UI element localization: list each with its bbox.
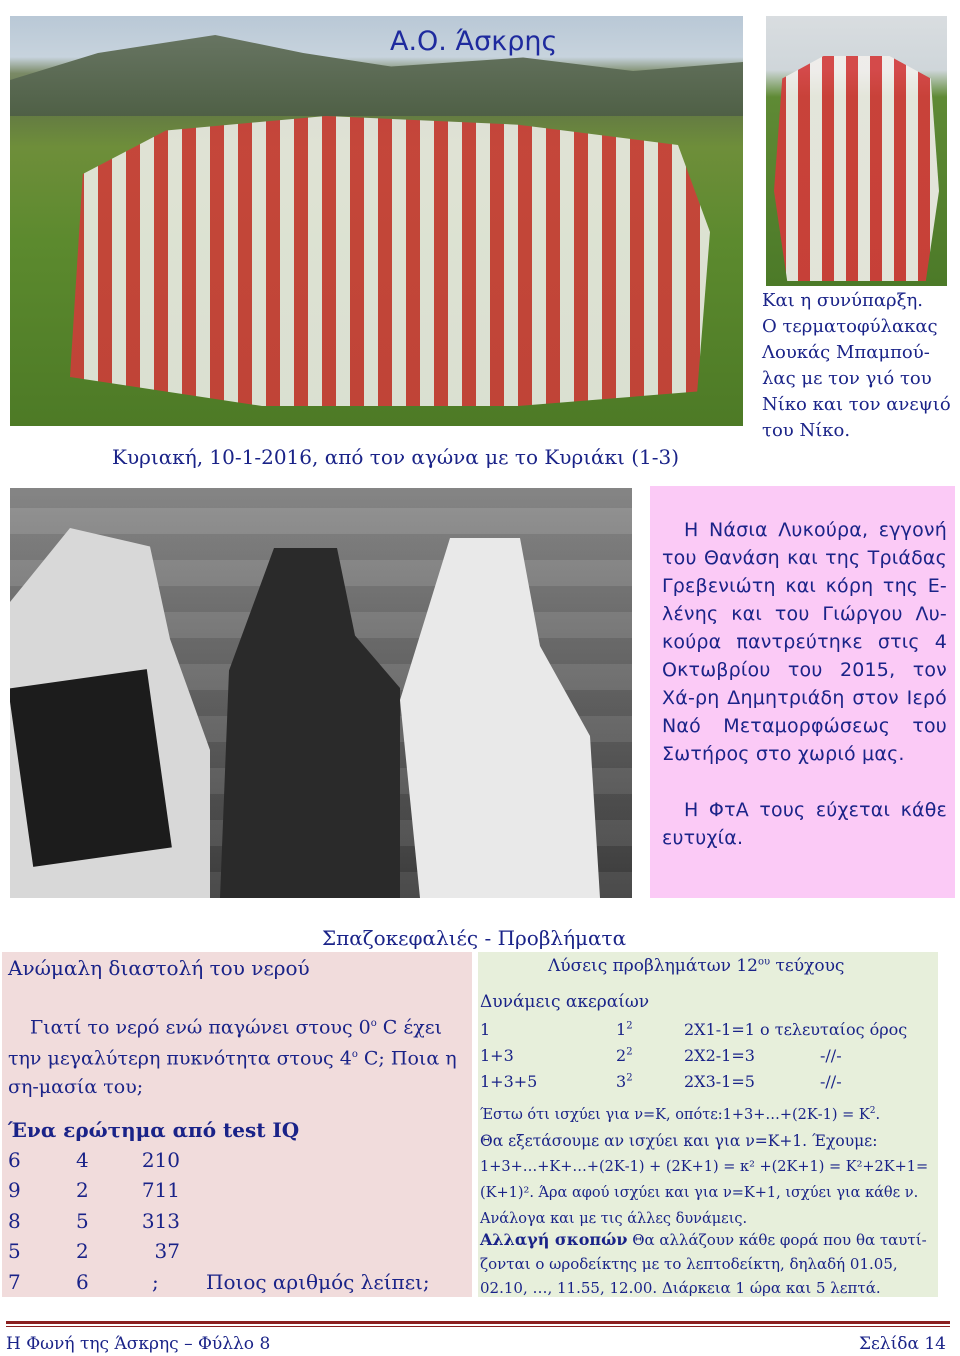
powers-term: 2Χ3-1=5 [684,1072,755,1091]
iq-cell: ; [152,1270,159,1294]
iq-cell: 5 [76,1209,89,1233]
footer-rule [6,1321,950,1324]
proof-line: (Κ+1)². Άρα αφού ισχύει και για ν=Κ+1, ισχύει για κάθε ν. [480,1184,919,1201]
wedding-photo [10,488,632,898]
footer-rule-thin [6,1326,950,1327]
iq-cell: 711 [141,1178,180,1202]
iq-cell: 8 [8,1209,21,1233]
iq-cell: 313 [141,1209,180,1233]
proof-sup: 2 [869,1106,876,1116]
trio-caption-line: Λουκάς Μπαμπού- [762,342,930,363]
iq-cell: 6 [8,1148,21,1172]
question-part: C έχει την μεγαλύτερη πυκνότητα στους 4 [8,1016,443,1070]
square-base: 1 [616,1020,627,1039]
solutions-heading [548,956,844,976]
puzzles-panel [2,952,472,1297]
iq-cell: 9 [8,1178,21,1202]
iq-cell: 2 [76,1178,89,1202]
aim-text: Θα αλλάζουν κάθε φορά που θα ταυτί-ζονται ο ωροδείκτης με το λεπτοδείκτη, δηλαδή 01.05, 02.10, …, 11.55, 12.00. Διάρκεια 1 ώρα και 5 λεπτά. [480,1231,927,1297]
question-part: Γιατί το νερό ενώ παγώνει στους 0 [30,1016,371,1039]
team-photo-caption: Κυριακή, 10-1-2016, από τον αγώνα με το Κυριάκι (1-3) [112,445,680,469]
induction-proof [480,1098,950,1232]
square-base: 3 [616,1072,627,1091]
powers-ditto: -//- [820,1072,842,1091]
wedding-announcement [650,486,955,898]
iq-cell: 2 [76,1239,89,1263]
puzzle-title-water: Ανώμαλη διαστολή του νερού [8,956,310,980]
team-photo-title: Α.Ο. Άσκρης [390,26,558,57]
iq-cell: 4 [76,1148,89,1172]
powers-row [480,1020,920,1044]
heading-sup: ου [757,956,771,968]
iq-cell: 210 [141,1148,180,1172]
iq-cell: 37 [154,1239,180,1263]
wedding-paragraph: Η Νάσια Λυκούρα, εγγονή του Θανάση και της Τριάδας Γρεβενιώτη και κόρη της Ε-λένης και του Γιώργου Λυ-κούρα παντρεύτηκε στις 4 Οκτωβρίου του 2015, τον Χά-ρη Δημητριάδη στον Ιερό Ναό Μεταμορφώσεως του Σωτήρος στο χωριό μας. [662,519,947,765]
trio-caption-line: Ο τερματοφύλακας [762,316,938,337]
trio-caption-line: Νίκο και τον ανεψιό [762,394,951,415]
square-base: 2 [616,1046,627,1065]
trio-caption-line: λας με τον γιό του [762,368,932,389]
players-group [70,116,710,406]
degree-sup: ο [351,1049,358,1061]
team-photo [10,16,743,426]
solutions-heading-text: Λύσεις προβλημάτων 12 [548,956,758,976]
iq-cell: 5 [8,1239,21,1263]
square-exp: 2 [626,1020,633,1032]
powers-row [480,1046,920,1070]
proof-line: Ανάλογα και με τις άλλες δυνάμεις. [480,1210,748,1227]
powers-sum: 1+3+5 [480,1072,538,1091]
powers-term: 2Χ1-1=1 ο τελευταίος όρος [684,1020,908,1039]
trio-figures [774,56,939,281]
wedding-wish: Η ΦτΑ τους εύχεται κάθε ευτυχία. [662,799,947,849]
mountain-background [10,26,743,116]
puzzle-question-water [8,1010,478,1101]
powers-ditto: -//- [820,1046,842,1065]
solutions-heading-tail: τεύχους [770,956,845,976]
powers-sum: 1+3 [480,1046,514,1065]
iq-cell: 7 [8,1270,21,1294]
footer-publication: Η Φωνή της Άσκρης – Φύλλο 8 [6,1334,271,1354]
proof-line: 1+3+…+Κ+…+(2Κ-1) + (2Κ+1) = κ² +(2Κ+1) = Κ²+2Κ+1= [480,1158,929,1175]
proof-line: Έστω ότι ισχύει για ν=Κ, οπότε:1+3+…+(2Κ-1) = $K^2$. [480,1106,881,1123]
aim-change-solution [480,1228,950,1300]
square-exp: 2 [626,1046,633,1058]
powers-row [480,1072,920,1096]
square-exp: 2 [626,1072,633,1084]
powers-square [616,1072,633,1091]
trio-caption [762,288,952,444]
aim-title: Αλλαγή σκοπών [480,1230,628,1249]
powers-square [616,1046,633,1065]
powers-sum: 1 [480,1020,491,1039]
iq-question: Ποιος αριθμός λείπει; [206,1270,430,1294]
proof-line-text: Έστω ότι ισχύει για ν=Κ, οπότε:1+3+…+(2Κ-1) = Κ [480,1106,870,1123]
gospel-book [10,669,172,867]
degree-sup: ο [370,1018,377,1029]
footer-page-number: Σελίδα 14 [858,1334,946,1354]
trio-caption-line: Και η συνύπαρξη. [762,290,923,311]
question-part: C; Ποια η ση-μασία του; [8,1047,457,1098]
section-title: Σπαζοκεφαλιές - Προβλήματα [322,926,627,950]
powers-square [616,1020,633,1039]
powers-subheading: Δυνάμεις ακεραίων [480,992,650,1012]
puzzle-title-iq: Ένα ερώτημα από test IQ [8,1118,300,1142]
trio-photo [766,16,947,286]
solutions-panel [478,952,938,1297]
iq-cell: 6 [76,1270,89,1294]
powers-term: 2Χ2-1=3 [684,1046,755,1065]
trio-caption-line: του Νίκο. [762,420,851,441]
proof-line: Θα εξετάσουμε αν ισχύει και για ν=Κ+1. Έχουμε: [480,1131,878,1150]
